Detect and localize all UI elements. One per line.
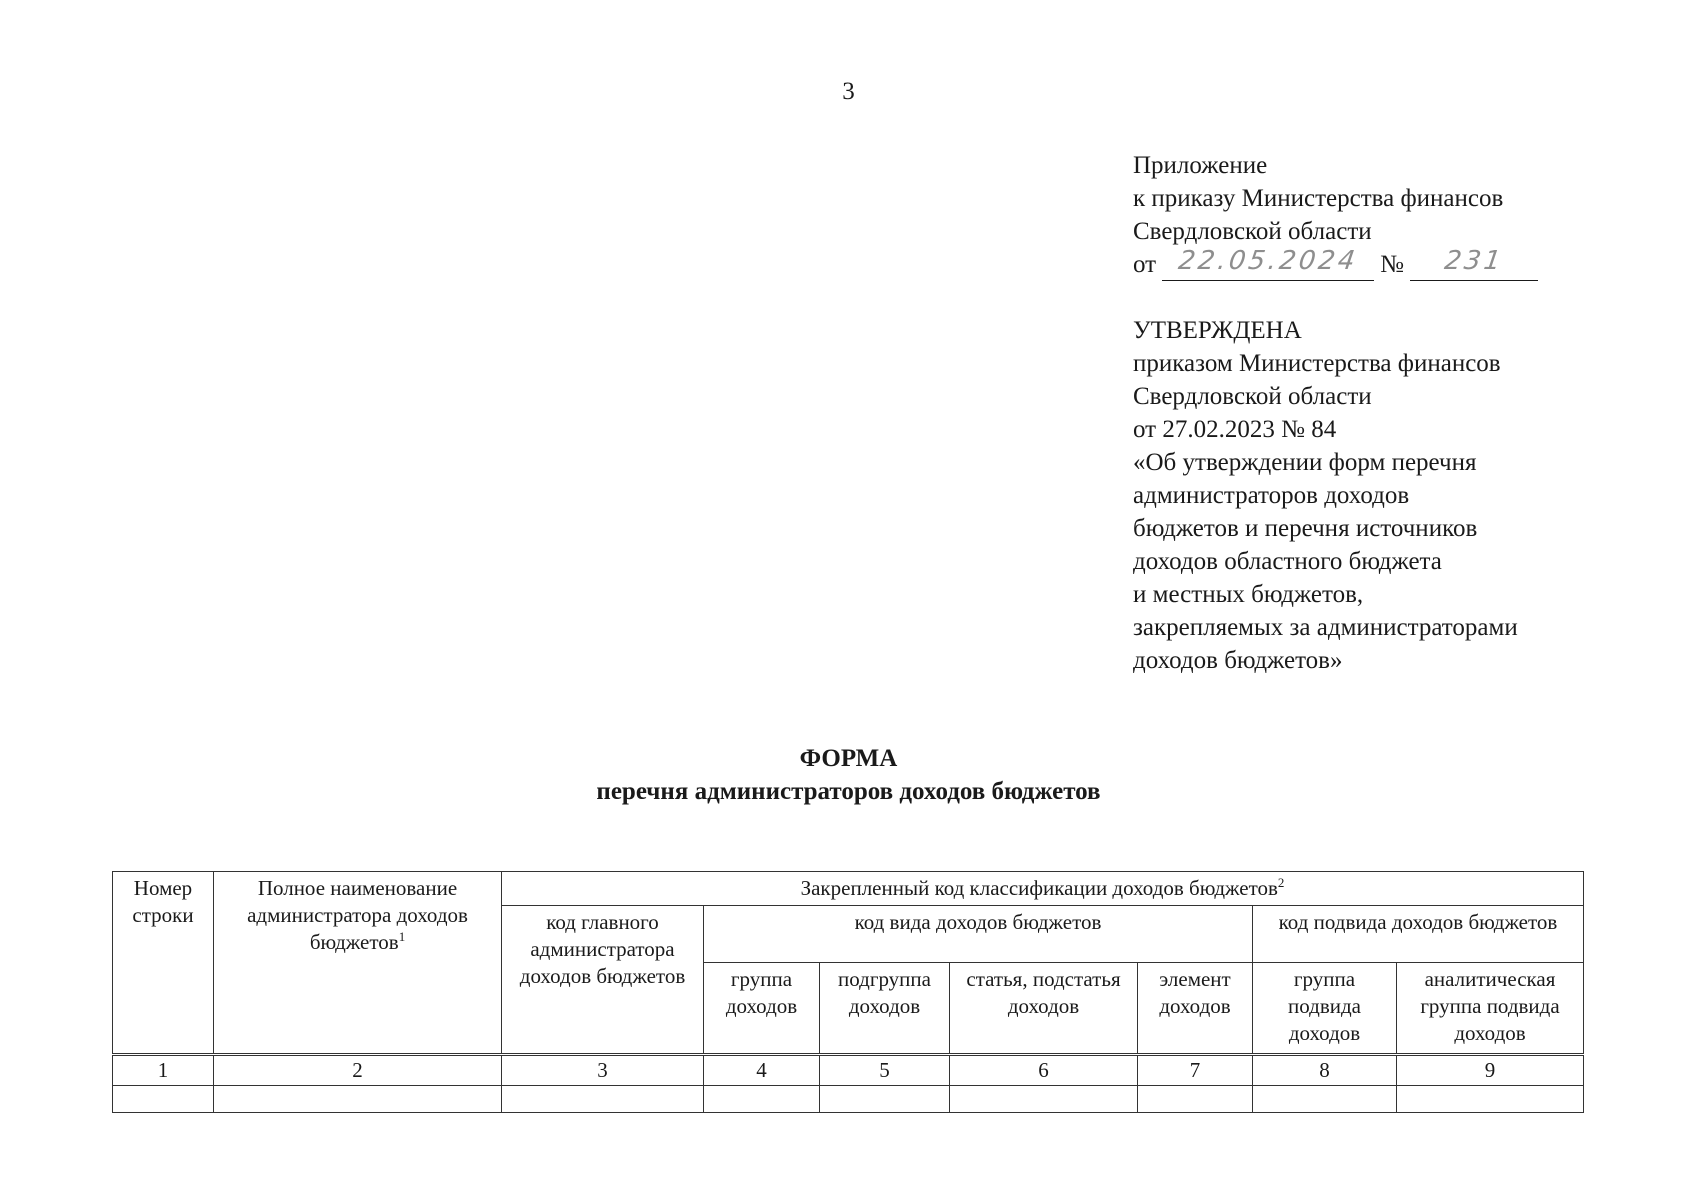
header-classification-code: Закрепленный код классификации доходов бюджетов$^2$ [502,872,1584,906]
header-main-admin-code: код главного администратора доходов бюджетов [502,906,704,1055]
column-number: 9 [1397,1055,1584,1086]
approval-line: Свердловской области [1133,383,1372,410]
approval-line: доходов областного бюджета [1133,548,1442,575]
header-income-group: группа доходов [704,963,820,1055]
number-blank [1410,246,1538,281]
header-subtype-group: группа подвида доходов [1253,963,1397,1055]
column-number: 6 [950,1055,1138,1086]
table-row [113,1086,1584,1113]
appendix-title: Приложение [1133,152,1268,179]
table-cell [214,1086,502,1113]
header-income-subgroup: подгруппа доходов [820,963,950,1055]
column-number: 3 [502,1055,704,1086]
approval-line: и местных бюджетов, [1133,581,1364,608]
approval-line: УТВЕРЖДЕНА [1133,317,1302,344]
registry-table [112,871,1584,1113]
number-prefix: № [1380,251,1404,278]
registry-table-wrap [112,871,1584,1113]
header-income-article: статья, подстатья доходов [950,963,1138,1055]
page-number: 3 [842,78,855,105]
table-cell [950,1086,1138,1113]
footnote-marker: 1 [398,929,406,944]
appendix-block [1133,149,1544,281]
form-subtitle: перечня администраторов доходов бюджетов [596,778,1101,805]
handwritten-date: 22.05.2024 [1176,246,1360,276]
column-number: 7 [1138,1055,1253,1086]
table-cell [820,1086,950,1113]
header-full-name: Полное наименование администратора доходов бюджетов$^1$ [214,872,502,1055]
approval-line: закрепляемых за администраторами [1133,614,1518,641]
approval-line: доходов бюджетов» [1133,647,1343,674]
header-row-number: Номер строки [113,872,214,1055]
column-number: 1 [113,1055,214,1086]
approval-line: от 27.02.2023 № 84 [1133,416,1337,443]
appendix-order-ref: к приказу Министерства финансов [1133,185,1504,212]
footnote-marker: 2 [1277,875,1285,890]
column-number: 5 [820,1055,950,1086]
header-income-type-code: код вида доходов бюджетов [704,906,1253,963]
table-cell [1253,1086,1397,1113]
approval-line: бюджетов и перечня источников [1133,515,1478,542]
appendix-region: Свердловской области [1133,218,1372,245]
date-blank [1162,246,1374,281]
table-cell [113,1086,214,1113]
table-cell [704,1086,820,1113]
approval-line: приказом Министерства финансов [1133,350,1501,377]
column-number: 4 [704,1055,820,1086]
header-analytic-group: аналитическая группа подвида доходов [1397,963,1584,1055]
handwritten-number: 231 [1442,246,1506,276]
approval-block [1133,314,1518,677]
table-cell [502,1086,704,1113]
header-income-element: элемент доходов [1138,963,1253,1055]
column-number: 2 [214,1055,502,1086]
form-heading [0,742,1697,808]
approval-line: администраторов доходов [1133,482,1410,509]
header-row [113,872,1584,906]
approval-line: «Об утверждении форм перечня [1133,449,1477,476]
table-cell [1138,1086,1253,1113]
form-title: ФОРМА [799,745,898,772]
column-number-row [113,1055,1584,1086]
column-number: 8 [1253,1055,1397,1086]
appendix-date-row [1133,248,1544,281]
date-prefix: от [1133,251,1157,278]
header-income-subtype-code: код подвида доходов бюджетов [1253,906,1584,963]
table-cell [1397,1086,1584,1113]
